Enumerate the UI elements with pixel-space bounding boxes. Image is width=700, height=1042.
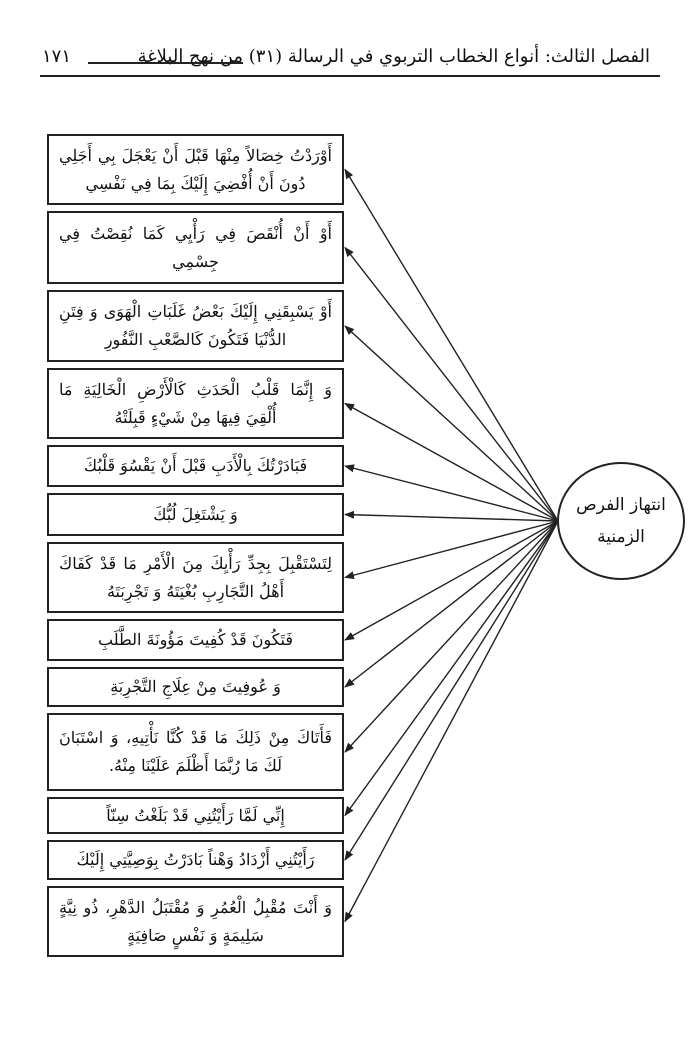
quote-box-11	[47, 797, 344, 834]
quote-box-1	[47, 134, 344, 205]
arrow-5	[345, 466, 558, 521]
quote-box-2	[47, 211, 344, 284]
quote-text: لِتَسْتَقْبِلَ بِجِدِّ رَأْيِكَ مِنَ الْأَمْرِ مَا قَدْ كَفَاكَ أَهْلُ التَّجَارِبِ بُغْيَتَهُ وَ تَجْرِبَتَهُ	[59, 553, 332, 601]
quote-box-4	[47, 368, 344, 439]
quote-box-9	[47, 667, 344, 707]
quote-text: وَ أَنْتَ مُقْبِلُ الْعُمُرِ وَ مُقْتَبَلُ الدَّهْرِ، ذُو نِيَّةٍ سَلِيمَةٍ وَ نَفْسٍ صَافِيَةٍ	[59, 897, 332, 945]
quote-text: رَأَيْتُنِي أَزْدَادُ وَهْناً بَادَرْتُ بِوَصِيَّتِي إِلَيْكَ	[76, 850, 315, 869]
arrow-1	[345, 170, 558, 522]
arrow-12	[345, 521, 558, 860]
arrow-6	[345, 515, 558, 522]
concept-line-2: الزمنية	[597, 527, 645, 547]
quote-box-8	[47, 619, 344, 661]
arrow-7	[345, 521, 558, 578]
quote-text: إِنِّي لَمَّا رَأَيْتُنِي قَدْ بَلَغْتُ سِنّاً	[106, 805, 285, 825]
arrow-10	[345, 521, 558, 752]
quote-text: أَوْ أَنْ أُنْقَصَ فِي رَأْيِي كَمَا نُقِصْتُ فِي جِسْمِي	[59, 223, 332, 271]
quote-text: فَأَتَاكَ مِنْ ذَلِكَ مَا قَدْ كُنَّا نَأْتِيهِ، وَ اسْتَبَانَ لَكَ مَا رُبَّمَا أَظْلَمَ عَلَيْنَا مِنْهُ.	[59, 728, 332, 775]
page-number: ١٧١	[42, 46, 72, 67]
arrow-9	[345, 521, 558, 687]
quote-box-7	[47, 542, 344, 613]
quote-text: أَوْ يَسْبِقَنِي إِلَيْكَ بَعْضُ غَلَبَاتِ الْهَوَى وَ فِتَنِ الدُّنْيَا فَتَكُونَ كَالصَّعْبِ النَّفُورِ	[59, 302, 332, 349]
quote-text: وَ يَشْتَغِلَ لُبُّكَ	[153, 504, 238, 524]
quote-text: أَوْرَدْتُ خِصَالاً مِنْهَا قَبْلَ أَنْ يَعْجَلَ بِي أَجَلِي دُونَ أَنْ أُفْضِيَ إِلَيْكَ بِمَا فِي نَفْسِي	[59, 145, 332, 193]
arrow-11	[345, 521, 558, 816]
central-concept-circle	[557, 462, 685, 580]
quote-box-6	[47, 493, 344, 536]
chapter-title: الفصل الثالث: أنواع الخطاب التربوي في الرسالة (٣١) من نهج البلاغة	[137, 46, 650, 67]
concept-line-1: انتهاز الفرص	[576, 495, 666, 515]
quote-box-5	[47, 445, 344, 487]
arrow-3	[345, 326, 558, 521]
quote-box-13	[47, 886, 344, 957]
arrow-4	[345, 404, 558, 522]
quote-text: فَبَادَرْتُكَ بِالْأَدَبِ قَبْلَ أَنْ يَقْسُوَ قَلْبُكَ	[83, 456, 308, 475]
quote-text: وَ إِنَّمَا قَلْبُ الْحَدَثِ كَالْأَرْضِ الْخَالِيَةِ مَا أُلْقِيَ فِيهَا مِنْ شَيْءٍ قَبِلَتْهُ	[59, 379, 332, 427]
quote-text: وَ عُوفِيتَ مِنْ عِلَاجِ التَّجْرِبَةِ	[110, 677, 281, 696]
quote-box-12	[47, 840, 344, 880]
arrow-2	[345, 248, 558, 522]
quote-box-3	[47, 290, 344, 362]
quote-text: فَتَكُونَ قَدْ كُفِيتَ مَؤُونَةَ الطَّلَبِ	[98, 630, 294, 649]
quote-box-10	[47, 713, 344, 791]
